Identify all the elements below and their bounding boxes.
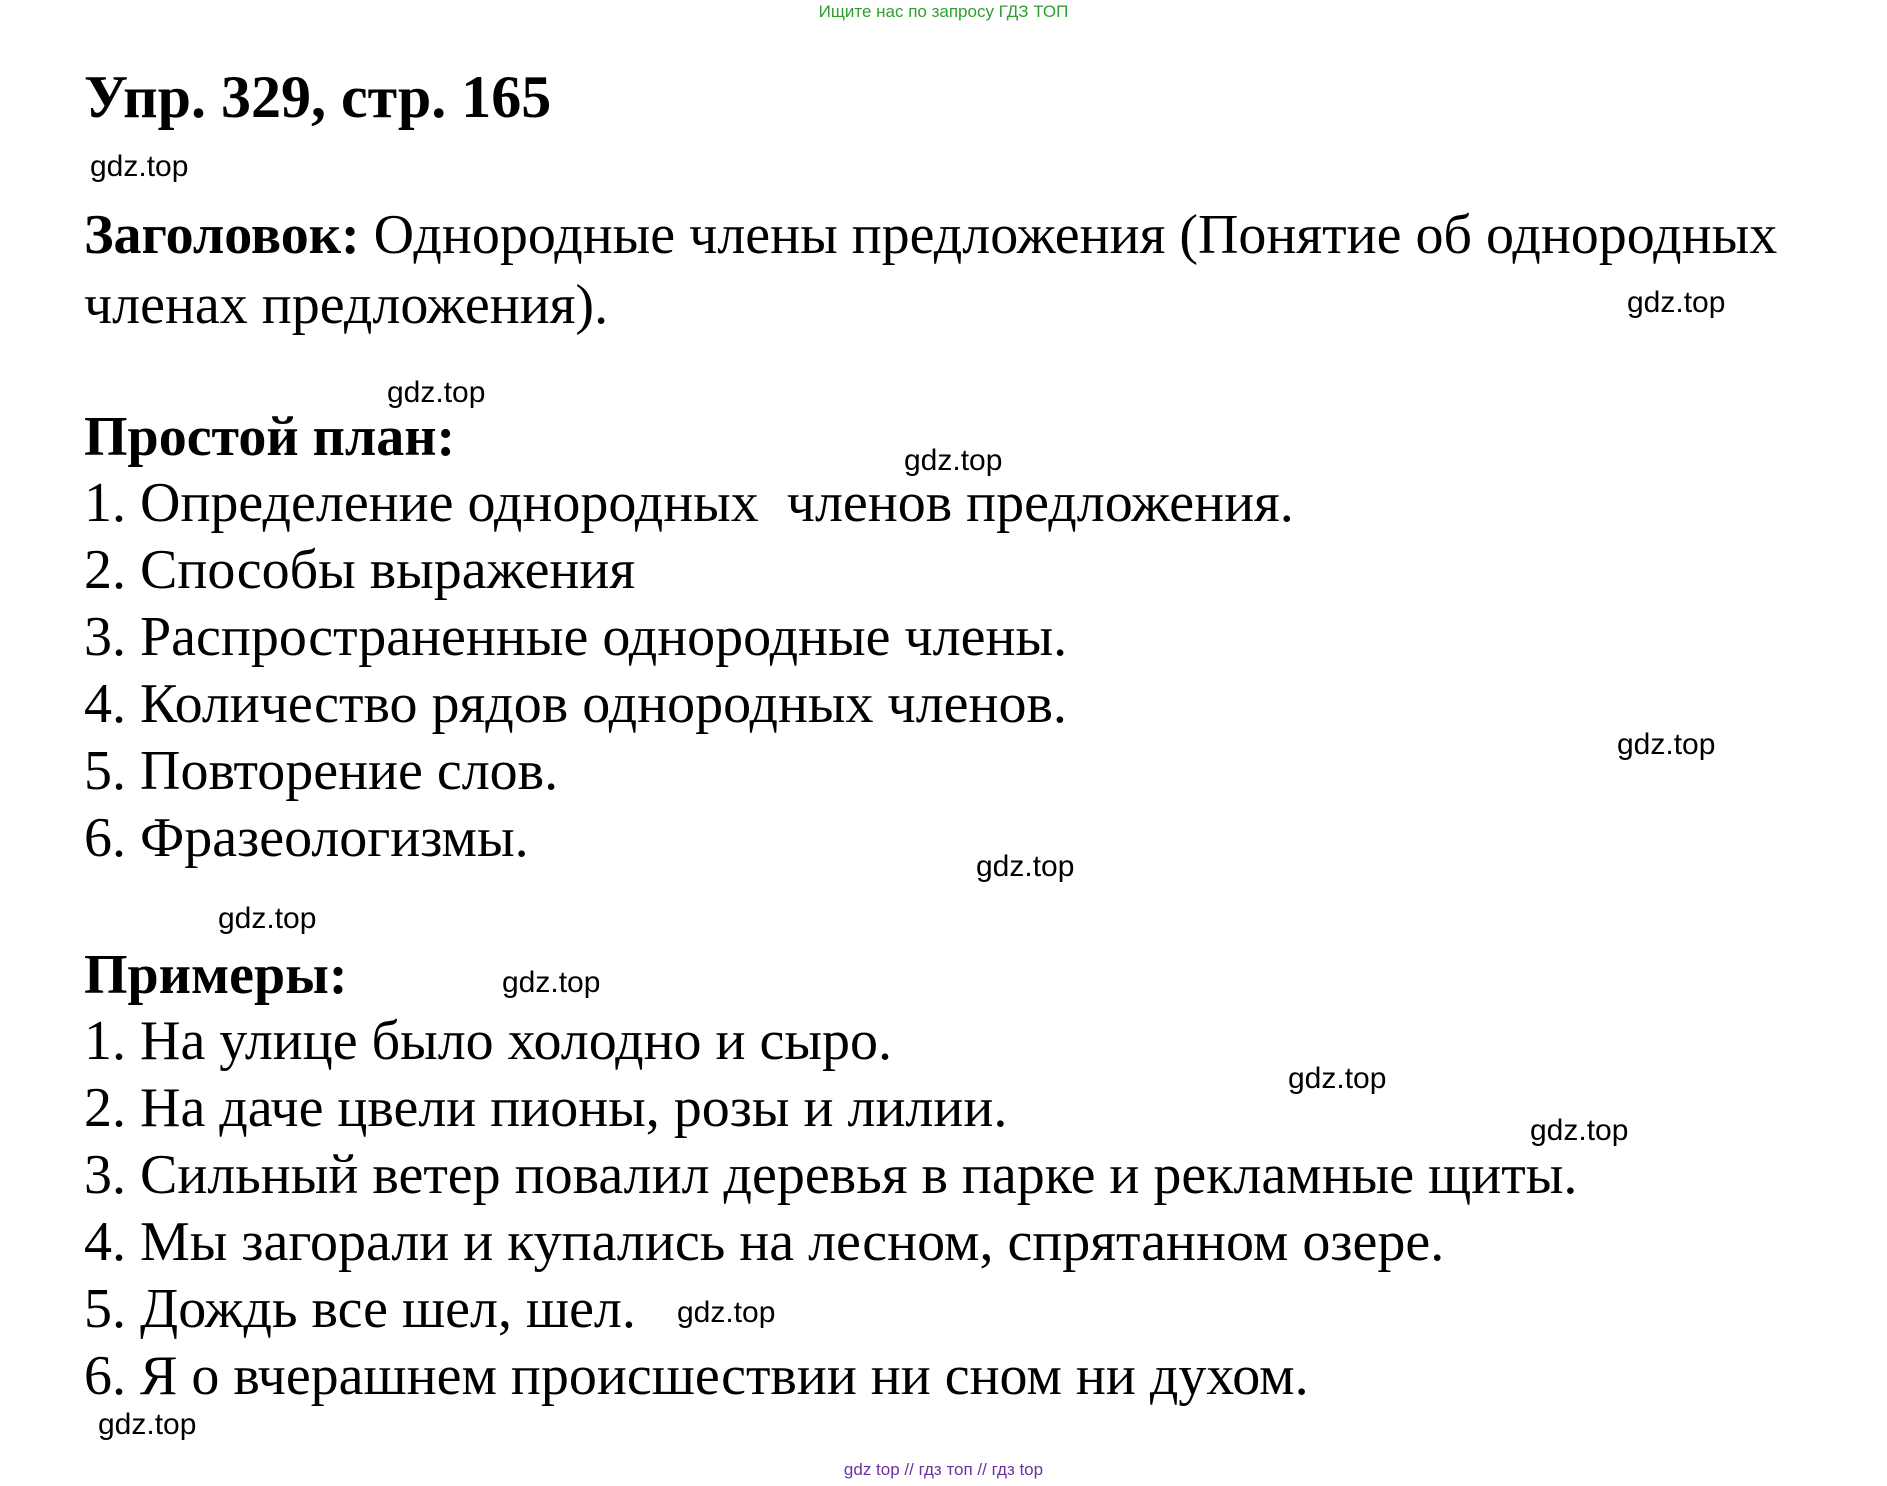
list-item: 3. Сильный ветер повалил деревья в парке и рекламные щиты. — [84, 1144, 1578, 1206]
list-item: 2. Способы выражения — [84, 539, 636, 601]
watermark: gdz.top — [1617, 728, 1716, 761]
watermark: gdz.top — [976, 850, 1075, 883]
list-item: 5. Повторение слов. — [84, 740, 559, 802]
plan-title: Простой план: — [84, 406, 456, 468]
watermark: gdz.top — [98, 1408, 197, 1441]
list-item: 3. Распространенные однородные члены. — [84, 606, 1068, 668]
list-item: 4. Мы загорали и купались на лесном, спрятанном озере. — [84, 1211, 1445, 1273]
exercise-title: Упр. 329, стр. 165 — [84, 64, 552, 130]
list-item: 6. Я о вчерашнем происшествии ни сном ни духом. — [84, 1345, 1309, 1407]
watermark: gdz.top — [502, 966, 601, 999]
list-item: 6. Фразеологизмы. — [84, 807, 529, 869]
watermark: gdz.top — [387, 376, 486, 409]
list-item: 1. Определение однородных членов предложения. — [84, 472, 1294, 534]
watermark: gdz.top — [1288, 1062, 1387, 1095]
watermark: gdz.top — [1530, 1114, 1629, 1147]
plan-list — [84, 470, 1294, 872]
watermark: gdz.top — [1627, 286, 1726, 319]
list-item: 2. На даче цвели пионы, розы и лилии. — [84, 1077, 1008, 1139]
watermark: gdz.top — [904, 444, 1003, 477]
bottom-banner: gdz top // гдз топ // гдз top — [843, 1460, 1044, 1479]
watermark: gdz.top — [90, 150, 189, 183]
heading-text: Однородные члены предложения (Понятие об однородных членах предложения). — [84, 204, 1778, 336]
list-item: 5. Дождь все шел, шел. — [84, 1278, 636, 1340]
heading-label: Заголовок: — [84, 204, 360, 266]
list-item: 1. На улице было холодно и сыро. — [84, 1010, 893, 1072]
watermark: gdz.top — [218, 902, 317, 935]
top-banner: Ищите нас по запросу ГДЗ ТОП — [818, 2, 1069, 21]
heading-paragraph — [84, 200, 1874, 340]
watermark: gdz.top — [677, 1296, 776, 1329]
examples-title: Примеры: — [84, 944, 348, 1006]
list-item: 4. Количество рядов однородных членов. — [84, 673, 1067, 735]
